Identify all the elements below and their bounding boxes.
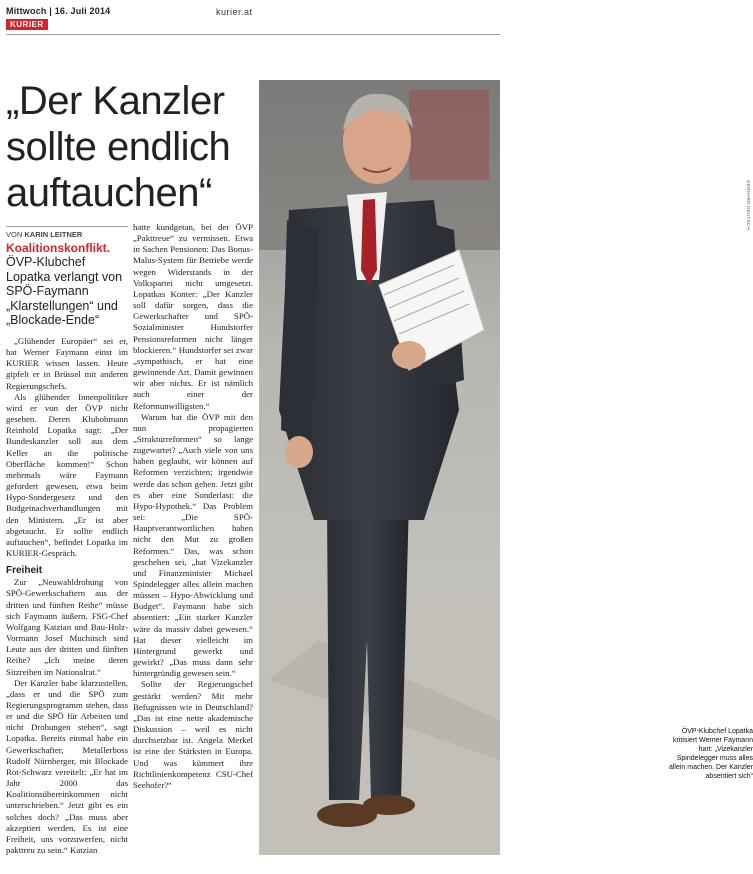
article-paragraph: hatte kundgetan, bei der ÖVP „Pakttreue“ zu vermissen. Etwa in Sachen Pensionen: Das Bonus-Malus-System für Betriebe werde wegen Widerstands in der Volkspartei nicht umgesetzt. Lopatkas Konter: „Der Kanzler soll dafür sorgen, dass die Gewerkschafter und SPÖ-Sozialminister Hundstorfer Pensionsreformen nicht länger blockieren.“ Hundstorfer sei zwar „sympathisch, er hat eine gewinnende Art. Damit gewinnen wir aber nichts. Er ist nämlich auch einer der Reformunwilligsten.“ (133, 222, 253, 411)
section-subheading: Freiheit (6, 565, 43, 577)
article-paragraph: Der Kanzler habe klarzustellen, „dass er und die SPÖ zum Regierungsprogramm stehen, dass er und die SPÖ für Arbeiten und nicht Drohungen stehen“, sagt Lopatka. Bereits einmal habe ein Gewerkschafter, Metallerboss Rudolf Nürnberger, mit Blockade Rot-Schwarz vereitelt: „Er hat im Jahr 2000 das Koalitionsübereinkommen nicht unterschrieben.“ Jetzt gibt es ein solches doch? „Das muss aber akzeptiert werden. Es ist eine Freiheit, uns vorzuwerfen, nicht pakttreu zu sein.“ Katzian (6, 677, 128, 856)
headline-line-1: „Der Kanzler (6, 79, 225, 123)
kicker: Koalitionskonflikt. (6, 241, 111, 255)
newspaper-logo: KURIER (6, 19, 48, 30)
page-header (6, 6, 500, 32)
byline (6, 226, 128, 239)
byline-author: KARIN LEITNER (24, 230, 83, 239)
issue-date: Mittwoch | 16. Juli 2014 (6, 6, 111, 16)
headline-line-2: sollte endlich (6, 125, 231, 169)
article-paragraph: „Glühender Europäer“ sei er, hat Werner Faymann einst im KURIER wissen lassen. Heute gipfelt er in Brüssel mit anderen Regierungschefs. (6, 336, 128, 391)
header-divider (6, 34, 500, 35)
byline-prefix: VON (6, 230, 23, 239)
politician-walking-image (259, 80, 500, 855)
article-column-2 (133, 222, 253, 791)
headline (6, 78, 256, 216)
article-paragraph: Sollte der Regierungschef gestärkt werden? Mit mehr Befugnissen wie in Deutschland? „Das ist eine nette akademische Diskussion – weil es nicht durchsetzbar ist. Angela Merkel ist eine der Stärksten in Europa. Und was kümmert ihre Richtlinienkompetenz CSU-Chef Seehofer?“ (133, 679, 253, 790)
website-url: kurier.at (216, 7, 253, 17)
subheadline: ÖVP-Klubchef Lopatka verlangt von SPÖ-Faymann „Klarstellungen“ und „Blockade-Ende“ (6, 255, 123, 327)
article-paragraph: Warum hat die ÖVP mit den nun propagierten „Strukturreformen“ so lange zugewartet? „Auch viele von uns haben geglaubt, wir können auf Reformen verzichten; irgendwie werde das schon gehen. Jetzt gibt es aber eine Sonderlast: die Hypo-Hypothek.“ Das Problem sei: „Die SPÖ-Hauptverantwortlichen haben nicht den Mut zu großen Reformen.“ Das, was schon geschehen sei, „hat Vizekanzler und Finanzminister Michael Spindelegger alles allein machen müssen – Hypo-Abwicklung und Budget“. Faymann habe sich absentiert: „Ein starker Kanzler wäre da massiv dabei gewesen.“ Hat dieser vielleicht im Hintergrund gewerkt und gewirkt? „Das muss dann sehr hintergründig gewesen sein.“ (133, 411, 253, 679)
article-paragraph: Zur „Neuwahldrohung von SPÖ-Gewerkschaftern aus der dritten und fünften Reihe“ müsse sich Faymann äußern. FSG-Chef Wolfgang Katzian und Bau-Holz-Vormann Josef Muchitsch sind Leute aus der dritten und fünften Reihe? „Ich meine deren Sitzreihen im Nationalrat.“ (6, 577, 128, 677)
article-column-1 (6, 336, 128, 856)
photo-caption: ÖVP-Klubchef Lopatka kritisiert Werner Faymann hart: „Vizekanzler Spindelegger muss alles allein machen. Der Kanzler absentiert sich“ (668, 728, 753, 780)
article-photo (259, 80, 753, 855)
article-paragraph: Als glühender Innenpolitiker wird er von der ÖVP nicht gesehen. Deren Klubobmann Reinhold Lopatka sagt: „Der Bundeskanzler soll aus dem Keller an die politische Oberfläche kommen!“ Schon mehrmals wäre Faymann gefordert gewesen, etwa beim Hypo-Sondergesetz und den Budgetnachverhandlungen mit den Ministern. „Er ist aber abgetaucht. Er sollte endlich auftauchen“, befindet Lopatka im KURIER-Gespräch. (6, 391, 128, 558)
photo-credit: GERHARD DEUTSCH (746, 180, 751, 231)
headline-line-3: auftauchen“ (6, 171, 212, 215)
